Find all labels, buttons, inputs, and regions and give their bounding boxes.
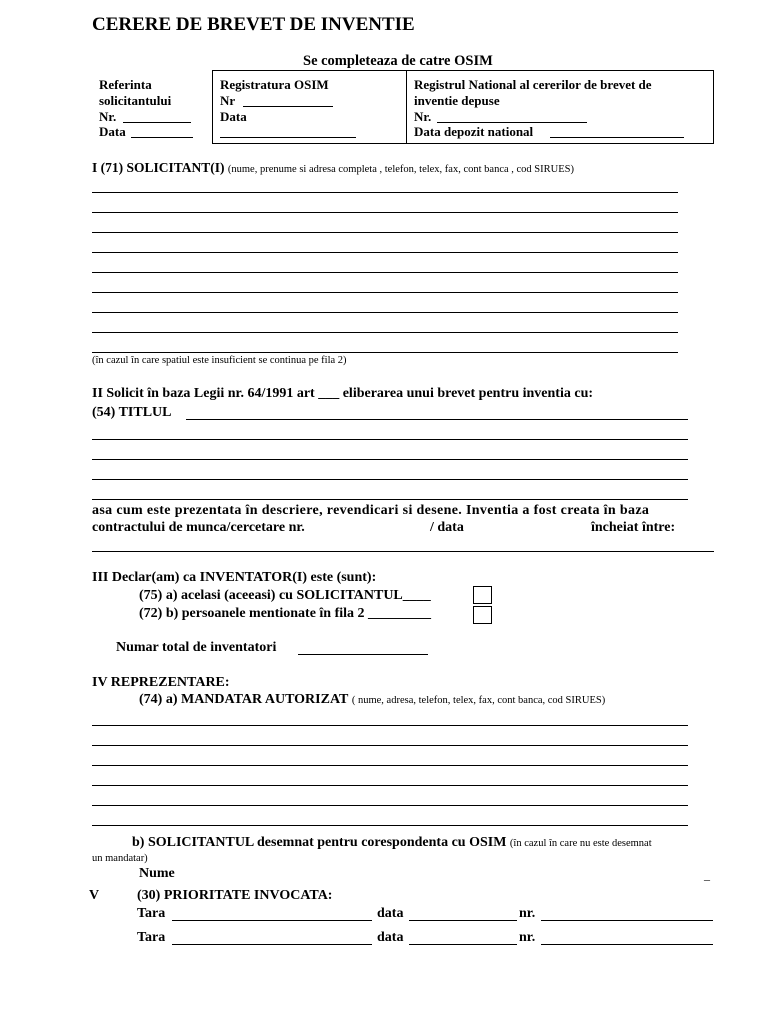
option-72-checkbox[interactable] (473, 606, 492, 624)
solicitant-line[interactable] (92, 352, 678, 353)
solicitant-line[interactable] (92, 292, 678, 293)
priority-data-label: data (377, 930, 404, 945)
titlul-line[interactable] (92, 499, 688, 500)
section-4-heading: IV REPREZENTARE: (92, 675, 230, 690)
corespondenta-row (132, 835, 652, 851)
priority-nr-label: nr. (519, 930, 536, 945)
national-title-1: Registrul National al cererilor de brevet de (414, 77, 652, 92)
titlul-label: (54) TITLUL (92, 405, 172, 420)
priority-tara-label: Tara (137, 930, 166, 945)
corespondenta-hint: (în cazul în care nu este desemnat (509, 838, 652, 849)
ref-data-field[interactable] (131, 137, 193, 138)
registratura-data-field[interactable] (220, 137, 356, 138)
section-1-heading-row (92, 160, 574, 176)
mandatar-hint: ( nume, adresa, telefon, telex, fax, cont banca, cod SIRUES) (351, 695, 606, 706)
incheiat-label: încheiat între: (591, 520, 676, 535)
total-inventatori-field[interactable] (298, 654, 428, 655)
contract-line[interactable] (92, 551, 714, 552)
option-75-checkbox[interactable] (473, 586, 492, 604)
priority-tara-field[interactable] (172, 944, 372, 945)
priority-nr-field[interactable] (541, 920, 713, 921)
mandatar-line[interactable] (92, 745, 688, 746)
national-nr-field[interactable] (437, 122, 587, 123)
section-1-note: (în cazul în care spatiul este insuficient se continua pe fila 2) (92, 355, 347, 366)
national-data-label: Data depozit national (414, 124, 534, 139)
priority-tara-field[interactable] (172, 920, 372, 921)
priority-data-label: data (377, 906, 404, 921)
mandatar-line[interactable] (92, 805, 688, 806)
contract-data-label: / data (430, 520, 464, 535)
mandatar-line[interactable] (92, 765, 688, 766)
option-72-label: (72) b) persoanele mentionate în fila 2 _________ (139, 606, 432, 621)
titlul-line[interactable] (92, 479, 688, 480)
solicitant-line[interactable] (92, 332, 678, 333)
solicitant-line[interactable] (92, 272, 678, 273)
nume-dash: _ (704, 868, 710, 882)
section-1-hint: (nume, prenume si adresa completa , telefon, telex, fax, cont banca , cod SIRUES) (227, 164, 574, 175)
ref-data-label: Data (99, 124, 126, 139)
nume-label: Nume (139, 866, 175, 881)
registratura-nr-field[interactable] (243, 106, 333, 107)
mandatar-line[interactable] (92, 825, 688, 826)
corespondenta-hint-2: un mandatar) (92, 853, 148, 864)
titlul-field[interactable] (186, 419, 688, 420)
national-nr-label: Nr. (414, 109, 432, 124)
solicitant-line[interactable] (92, 252, 678, 253)
mandatar-label: (74) a) MANDATAR AUTORIZAT (139, 692, 349, 707)
contract-label: contractului de munca/cercetare nr. (92, 520, 305, 535)
mandatar-row (139, 692, 605, 708)
priority-data-field[interactable] (409, 944, 517, 945)
priority-data-field[interactable] (409, 920, 517, 921)
section-1-heading: I (71) SOLICITANT(I) (92, 160, 225, 175)
section-2-paragraph: asa cum este prezentata în descriere, revendicari si desene. Inventia a fost creata în baza (92, 503, 650, 518)
section-5-heading: (30) PRIORITATE INVOCATA: (137, 888, 333, 903)
ref-nr-field[interactable] (123, 122, 191, 123)
national-data-field[interactable] (550, 137, 684, 138)
titlul-line[interactable] (92, 459, 688, 460)
total-inventatori-label: Numar total de inventatori (116, 640, 277, 655)
mandatar-line[interactable] (92, 785, 688, 786)
corespondenta-label: b) SOLICITANTUL desemnat pentru corespondenta cu OSIM (132, 835, 507, 850)
section-2-heading: II Solicit în baza Legii nr. 64/1991 art ___ eliberarea unui brevet pentru inventia cu: (92, 386, 594, 401)
ref-nr-label: Nr. (99, 109, 117, 124)
solicitant-line[interactable] (92, 212, 678, 213)
registratura-title: Registratura OSIM (220, 77, 329, 92)
national-title-2: inventie depuse (414, 93, 500, 108)
section-3-heading: III Declar(am) ca INVENTATOR(I) este (sunt): (92, 570, 377, 585)
priority-tara-label: Tara (137, 906, 166, 921)
solicitant-line[interactable] (92, 232, 678, 233)
solicitant-line[interactable] (92, 192, 678, 193)
titlul-line[interactable] (92, 439, 688, 440)
section-5-roman: V (89, 888, 100, 903)
page-title: CERERE DE BREVET DE INVENTIE (92, 14, 415, 35)
mandatar-line[interactable] (92, 725, 688, 726)
option-75-label: (75) a) acelasi (aceeasi) cu SOLICITANTUL____ (139, 588, 431, 603)
registratura-data-label: Data (220, 109, 247, 124)
ref-label-1: Referinta (99, 77, 152, 92)
registratura-nr-label: Nr (220, 93, 236, 108)
solicitant-line[interactable] (92, 312, 678, 313)
priority-nr-label: nr. (519, 906, 536, 921)
ref-label-2: solicitantului (99, 93, 172, 108)
priority-nr-field[interactable] (541, 944, 713, 945)
osim-header: Se completeaza de catre OSIM (303, 53, 493, 69)
